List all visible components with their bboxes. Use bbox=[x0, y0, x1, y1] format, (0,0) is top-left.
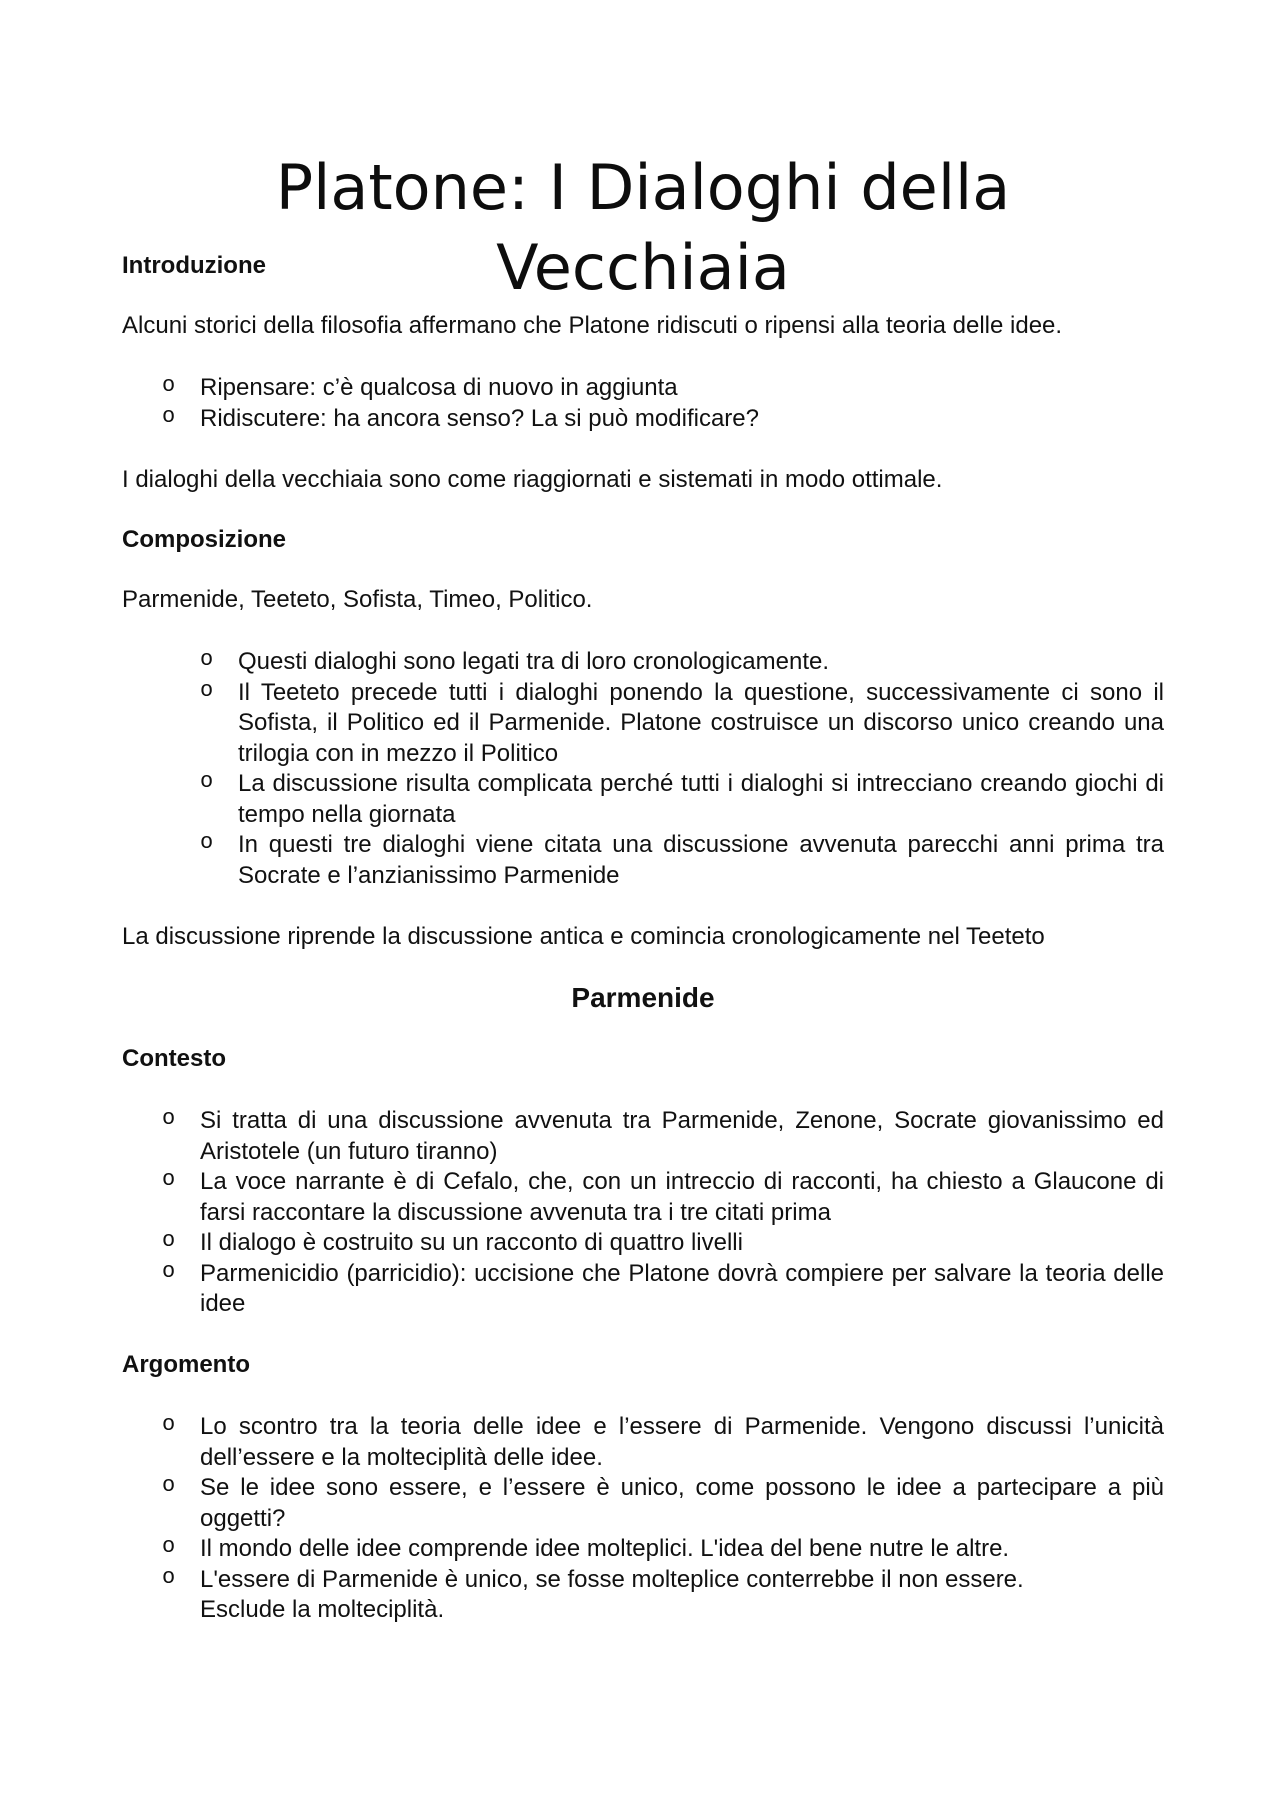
intro-paragraph: Alcuni storici della filosofia affermano che Platone ridiscuti o ripensi alla teoria delle idee. bbox=[122, 312, 1063, 339]
bullet-icon: o bbox=[162, 1258, 176, 1284]
list-item-text: Si tratta di una discussione avvenuta tra Parmenide, Zenone, Socrate giovanissimo ed Aristotele (un futuro tiranno) bbox=[200, 1107, 1164, 1165]
bullet-icon: o bbox=[162, 1412, 176, 1437]
list-item bbox=[162, 404, 942, 435]
list-item bbox=[162, 1473, 1164, 1534]
bullet-icon: o bbox=[162, 1534, 176, 1559]
list-item bbox=[162, 1412, 1164, 1473]
list-item bbox=[162, 373, 942, 404]
list-item-text: In questi tre dialoghi viene citata una discussione avvenuta parecchi anni prima tra Socrate e l’anzianissimo Parmenide bbox=[238, 831, 1164, 889]
contesto-bullet-list bbox=[162, 1106, 1164, 1320]
list-item-text: Il Teeteto precede tutti i dialoghi ponendo la questione, successivamente ci sono il Sofista, il Politico ed il Parmenide. Platone costruisce un discorso unico creando una trilogia con in mezzo il Politico bbox=[238, 678, 1164, 767]
composizione-closing-paragraph: La discussione riprende la discussione antica e comincia cronologicamente nel Teeteto bbox=[122, 923, 1045, 950]
bullet-icon: o bbox=[200, 769, 214, 794]
bullet-icon: o bbox=[162, 1106, 176, 1131]
list-item-text: Il dialogo è costruito su un racconto di quattro livelli bbox=[200, 1229, 743, 1256]
list-item bbox=[162, 1565, 1090, 1626]
list-item-text: Parmenicidio (parricidio): uccisione che Platone dovrà compiere per salvare la teoria delle idee bbox=[200, 1259, 1164, 1317]
heading-contesto: Contesto bbox=[122, 1045, 226, 1072]
list-item-text: Ridiscutere: ha ancora senso? La si può modificare? bbox=[200, 404, 759, 432]
list-item-text: Questi dialoghi sono legati tra di loro cronologicamente. bbox=[238, 648, 830, 675]
list-item bbox=[200, 769, 1164, 830]
bullet-icon: o bbox=[162, 373, 176, 398]
bullet-icon: o bbox=[162, 1473, 176, 1498]
list-item bbox=[162, 1228, 1164, 1259]
list-item-text: La voce narrante è di Cefalo, che, con un intreccio di racconti, ha chiesto a Glaucone di farsi raccontare la discussione avvenuta tra i tre citati prima bbox=[200, 1168, 1164, 1226]
bullet-icon: o bbox=[200, 647, 214, 672]
bullet-icon: o bbox=[200, 830, 214, 855]
heading-composizione: Composizione bbox=[122, 526, 287, 553]
heading-argomento: Argomento bbox=[122, 1351, 250, 1378]
list-item bbox=[162, 1534, 1164, 1565]
list-item bbox=[200, 647, 1164, 678]
bullet-icon: o bbox=[200, 677, 214, 703]
bullet-icon: o bbox=[162, 1564, 176, 1590]
list-item bbox=[200, 830, 1164, 891]
list-item bbox=[162, 1106, 1164, 1167]
list-item bbox=[162, 1167, 1164, 1228]
list-item-text: La discussione risulta complicata perché tutti i dialoghi si intrecciano creando giochi di tempo nella giornata bbox=[238, 770, 1164, 828]
page-title: Platone: I Dialoghi della Vecchiaia bbox=[275, 151, 1011, 304]
bullet-icon: o bbox=[162, 403, 176, 429]
intro-closing-paragraph: I dialoghi della vecchiaia sono come riaggiornati e sistemati in modo ottimale. bbox=[122, 466, 943, 493]
bullet-icon: o bbox=[162, 1167, 176, 1192]
heading-introduzione: Introduzione bbox=[122, 252, 266, 279]
list-item-text: Lo scontro tra la teoria delle idee e l’essere di Parmenide. Vengono discussi l’unicità dell’essere e la molteciplità delle idee. bbox=[200, 1413, 1164, 1471]
list-item-text: L'essere di Parmenide è unico, se fosse molteplice conterrebbe il non essere. Esclude la molteciplità. bbox=[200, 1565, 1024, 1623]
intro-bullet-list bbox=[162, 373, 942, 434]
argomento-bullet-list bbox=[162, 1412, 1164, 1626]
composizione-paragraph: Parmenide, Teeteto, Sofista, Timeo, Politico. bbox=[122, 586, 593, 613]
composizione-bullet-list bbox=[200, 647, 1164, 891]
heading-parmenide: Parmenide bbox=[571, 982, 715, 1013]
list-item-text: Il mondo delle idee comprende idee molteplici. L'idea del bene nutre le altre. bbox=[200, 1535, 1010, 1562]
list-item-text: Se le idee sono essere, e l’essere è unico, come possono le idee a partecipare a più oggetti? bbox=[200, 1474, 1164, 1532]
bullet-icon: o bbox=[162, 1228, 176, 1253]
list-item bbox=[200, 678, 1164, 770]
list-item bbox=[162, 1259, 1164, 1320]
list-item-text: Ripensare: c’è qualcosa di nuovo in aggiunta bbox=[200, 374, 678, 401]
